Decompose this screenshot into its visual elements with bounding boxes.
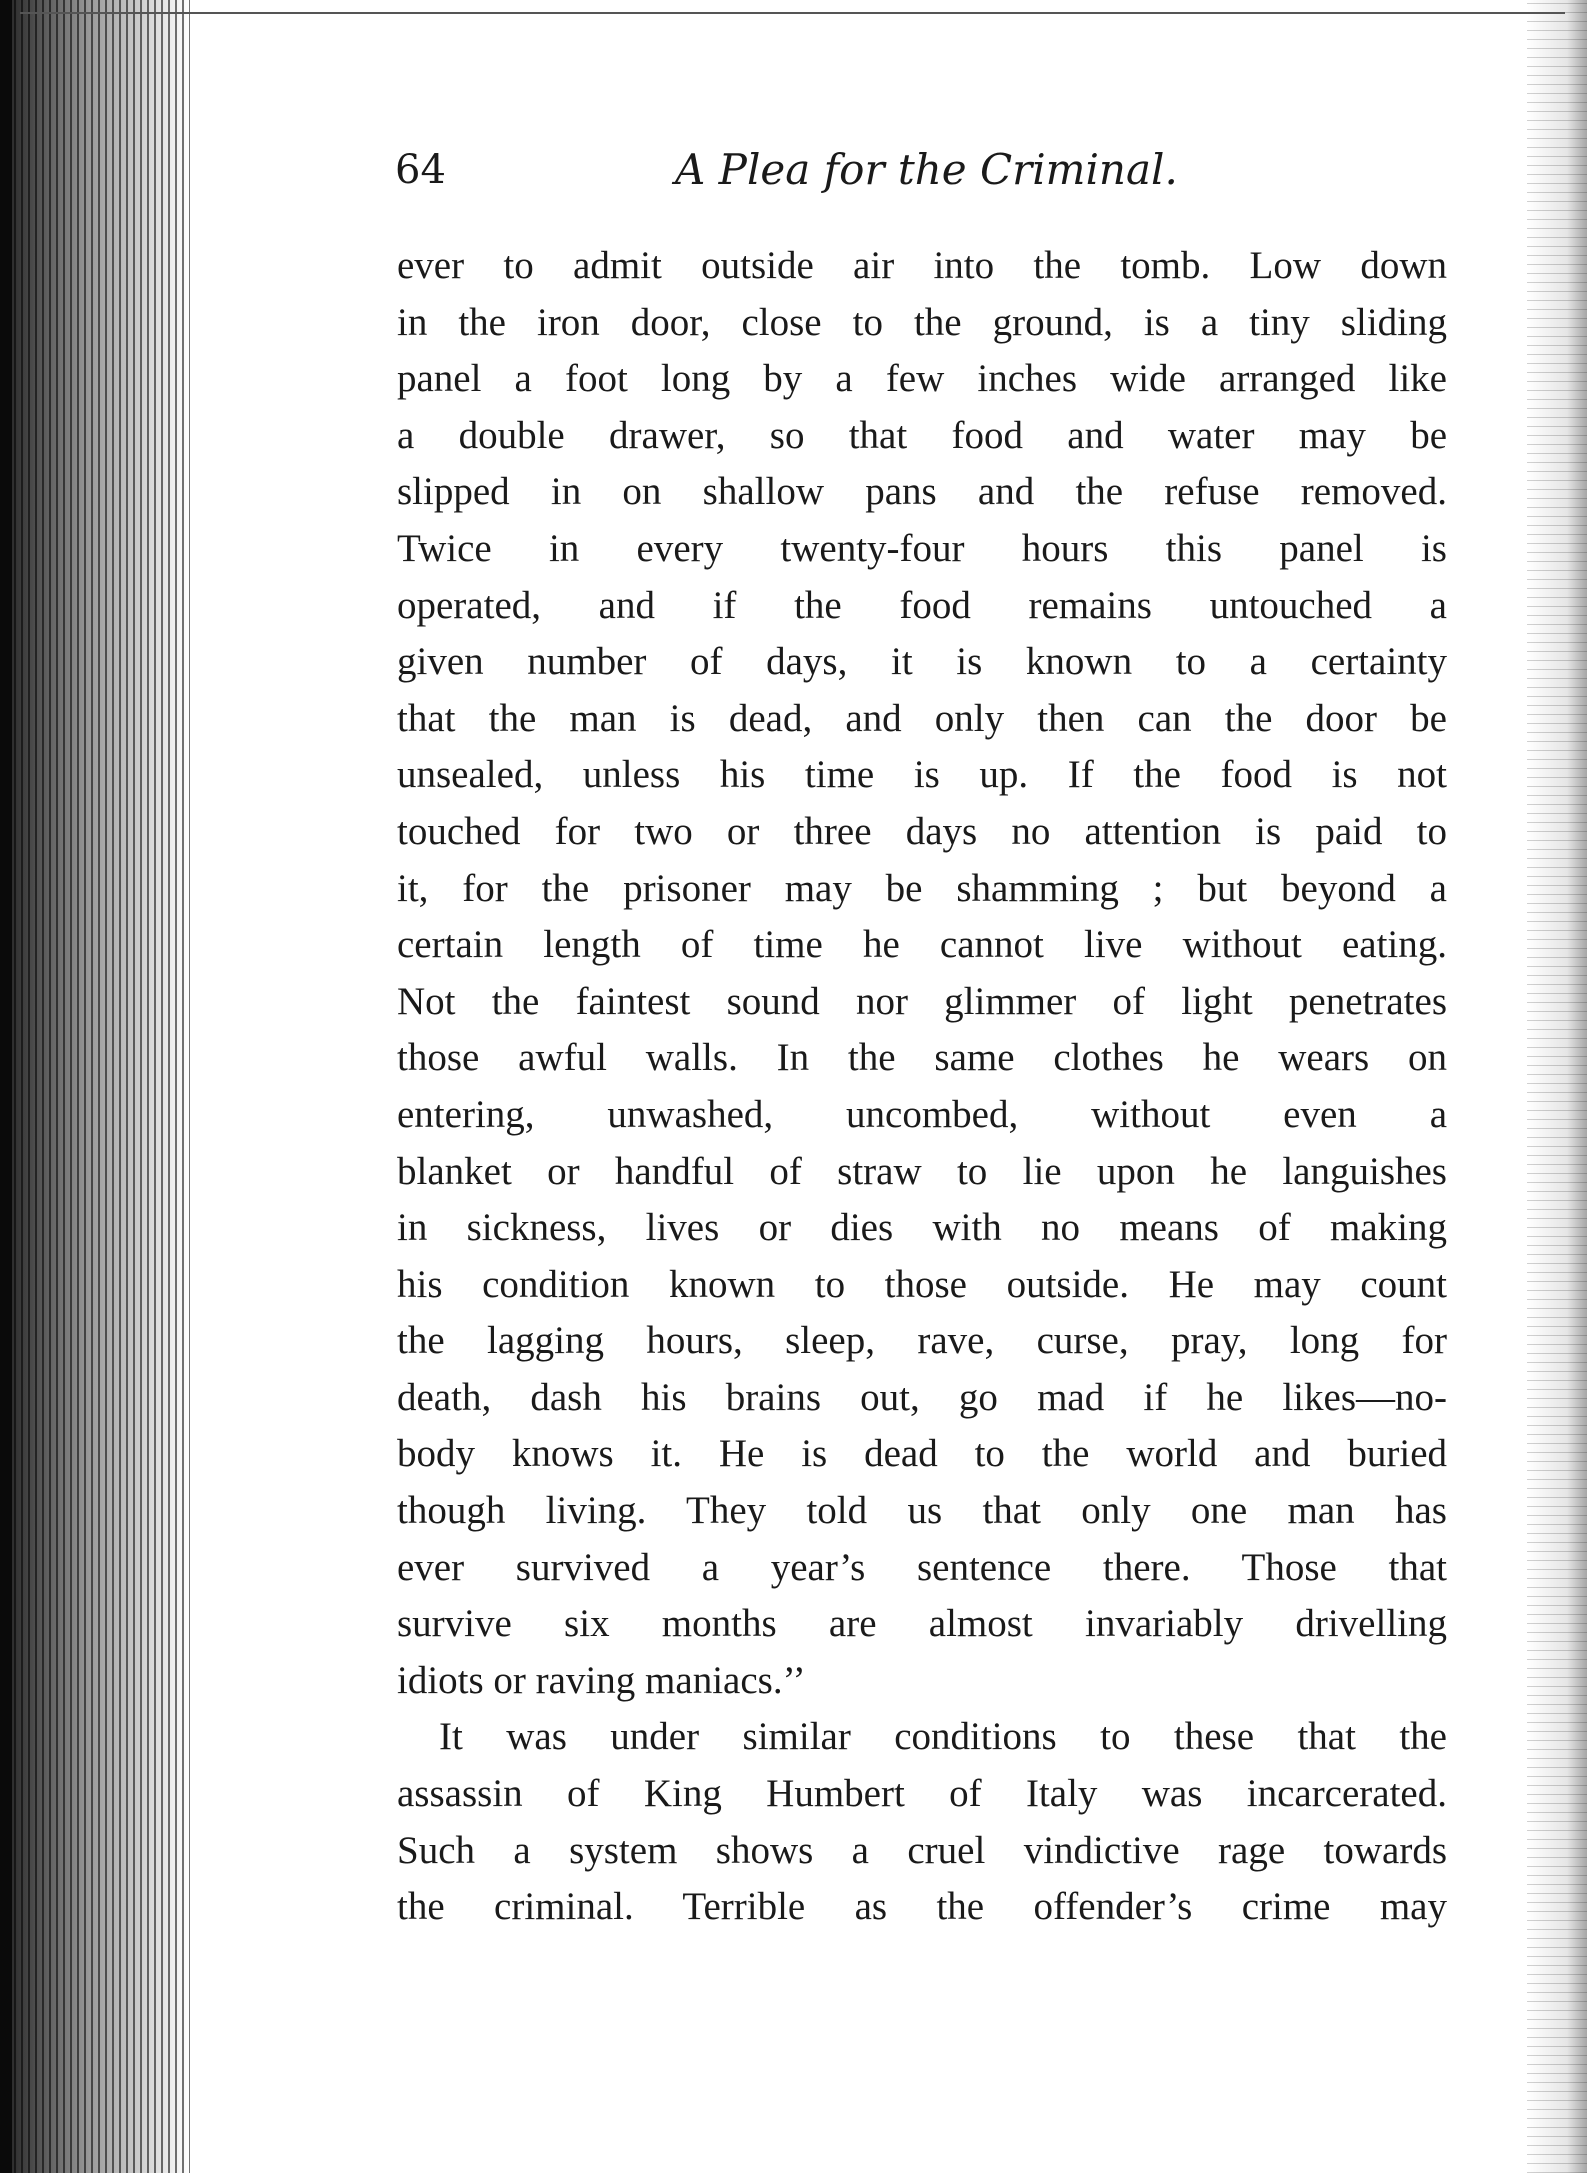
text-line: the criminal. Terrible as the offender’s crime may <box>397 1885 1447 1929</box>
paragraph-first-line: It was under similar conditions to these that the <box>439 1715 1447 1759</box>
text-line: the lagging hours, sleep, rave, curse, pray, long for <box>397 1319 1447 1363</box>
text-line: slipped in on shallow pans and the refuse removed. <box>397 470 1447 514</box>
text-line: unsealed, unless his time is up. If the food is not <box>397 753 1447 797</box>
text-line: in the iron door, close to the ground, is a tiny sliding <box>397 300 1447 344</box>
text-line: Such a system shows a cruel vindictive rage towards <box>397 1828 1447 1872</box>
text-line: that the man is dead, and only then can the door be <box>397 696 1447 740</box>
text-line: panel a foot long by a few inches wide arranged like <box>397 357 1447 401</box>
text-line: touched for two or three days no attention is paid to <box>397 809 1447 853</box>
text-line: survive six months are almost invariably drivelling <box>397 1602 1447 1646</box>
text-line: assassin of King Humbert of Italy was incarcerated. <box>397 1772 1447 1816</box>
text-line: a double drawer, so that food and water may be <box>397 413 1447 457</box>
page-number: 64 <box>395 147 446 193</box>
text-line: idiots or raving maniacs.’’ <box>397 1658 806 1702</box>
body-text <box>397 238 1447 1936</box>
text-line: body knows it. He is dead to the world and buried <box>397 1432 1447 1476</box>
running-header <box>395 140 1450 200</box>
running-title: A Plea for the Criminal. <box>675 145 1178 194</box>
text-line: death, dash his brains out, go mad if he likes—no- <box>397 1375 1447 1419</box>
text-line: Not the faintest sound nor glimmer of light penetrates <box>397 979 1447 1023</box>
text-line: his condition known to those outside. He may count <box>397 1262 1447 1306</box>
text-line: in sickness, lives or dies with no means of making <box>397 1206 1447 1250</box>
text-line: blanket or handful of straw to lie upon he languishes <box>397 1149 1447 1193</box>
text-line: certain length of time he cannot live without eating. <box>397 923 1447 967</box>
page-top-edge <box>20 12 1565 14</box>
text-line: operated, and if the food remains untouched a <box>397 583 1447 627</box>
text-line: ever to admit outside air into the tomb. Low down <box>397 244 1447 287</box>
text-line: though living. They told us that only one man has <box>397 1489 1447 1533</box>
page-edge-shading <box>1527 0 1587 2173</box>
binding-edge <box>0 0 12 2173</box>
text-line: ever survived a year’s sentence there. Those that <box>397 1545 1447 1589</box>
text-line: Twice in every twenty-four hours this panel is <box>397 526 1447 570</box>
text-line: those awful walls. In the same clothes he wears on <box>397 1036 1447 1080</box>
text-line: it, for the prisoner may be shamming ; but beyond a <box>397 866 1447 910</box>
text-line: entering, unwashed, uncombed, without even a <box>397 1092 1447 1136</box>
text-line: given number of days, it is known to a certainty <box>397 640 1447 684</box>
book-binding-gutter <box>0 0 190 2173</box>
